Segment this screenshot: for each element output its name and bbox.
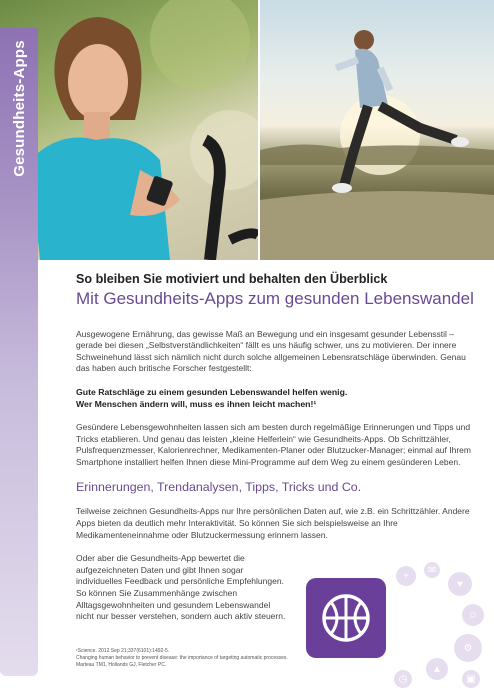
highlight-quote xyxy=(76,387,476,410)
photo-woman-jogging xyxy=(260,0,494,260)
sidebar-title: Gesundheits-Apps xyxy=(10,39,28,177)
section-subheading: Erinnerungen, Trendanalysen, Tipps, Tricks und Co. xyxy=(76,480,362,495)
intro-paragraph-2: Gesündere Lebensgewohnheiten lassen sich am besten durch regelmäßige Erinnerungen und Tipps und Tricks etablieren. Und genau das leisten „kleine Helferlein“ wie Gesundheits-Apps. Ob Schrittzähler, Pulsfrequenzmesser, Kalorienrechner, Medikamenten-Planer oder Blutzucker-Manager; einmal auf Ihrem Smartphone installiert helfen Ihnen diese Mini-Programme auf dem Weg zu einem gesünderen Leben. xyxy=(76,422,471,467)
heart-icon: ♥ xyxy=(448,572,472,596)
intro-paragraph-1: Ausgewogene Ernährung, das gewisse Maß an Bewegung und ein insgesamt gesunder Lebensstil – gerade bei diesen „Selbstverständlichkeiten“ fällt es uns häufig schwer, uns zu motivieren. Der innere Schweinehund lässt sich nämlich nicht durch solche allgemeinen Lebensratschläge überwinden. Genau das haben auch britische Forscher festgestellt: xyxy=(76,328,466,374)
footnote-line: Changing human behavior to prevent disease: the importance of targeting automatic processes. xyxy=(76,655,288,661)
article-headline: Mit Gesundheits-Apps zum gesunden Lebenswandel xyxy=(76,289,474,308)
sidebar-title-container xyxy=(0,28,38,188)
highlight-quote-line-2: Wer Menschen ändern will, muss es ihnen leicht machen!¹ xyxy=(76,398,317,409)
basketball-icon xyxy=(319,591,373,645)
section-paragraph-1: Teilweise zeichnen Gesundheits-Apps nur Ihre persönlichen Daten auf, wie z.B. ein Schrittzähler. Andere Apps bieten da deutlich mehr Interaktivität. So können Sie sich beispielsweise an Ihre Medikamenteneinnahme oder Blutzuckermessung erinnern lassen. xyxy=(76,506,470,540)
gear-icon: ⚙ xyxy=(454,634,482,662)
person-icon: ☺ xyxy=(462,604,484,626)
photo-woman-fitness-tracker xyxy=(0,0,258,260)
footnote-line: Marteau TM1, Hollands GJ, Fletcher PC. xyxy=(76,662,167,668)
footnotes xyxy=(76,648,288,669)
plus-icon: + xyxy=(396,566,416,586)
article-kicker: So bleiben Sie motiviert und behalten den Überblick xyxy=(76,272,388,286)
section-paragraph-2: Oder aber die Gesundheits-App bewertet die aufgezeichneten Daten und gibt Ihnen sogar individuelles Feedback und persönliche Empfehlungen. So können Sie Zusammenhänge zwischen Alltagsgewohnheiten und gesundem Lebenswandel nicht nur besser verstehen, sondern auch aktiv steuern. xyxy=(76,553,286,622)
footnote-line: ¹Science. 2012 Sep 21;337(6101):1492-5. xyxy=(76,648,170,654)
highlight-quote-line-1: Gute Ratschläge zu einem gesunden Lebenswandel helfen wenig. xyxy=(76,386,348,397)
basketball-app-icon xyxy=(306,578,386,658)
chart-icon: ▲ xyxy=(426,658,448,680)
clock-icon: ◷ xyxy=(394,670,412,688)
lock-icon: ▣ xyxy=(462,670,480,688)
mail-icon: ✉ xyxy=(424,562,440,578)
